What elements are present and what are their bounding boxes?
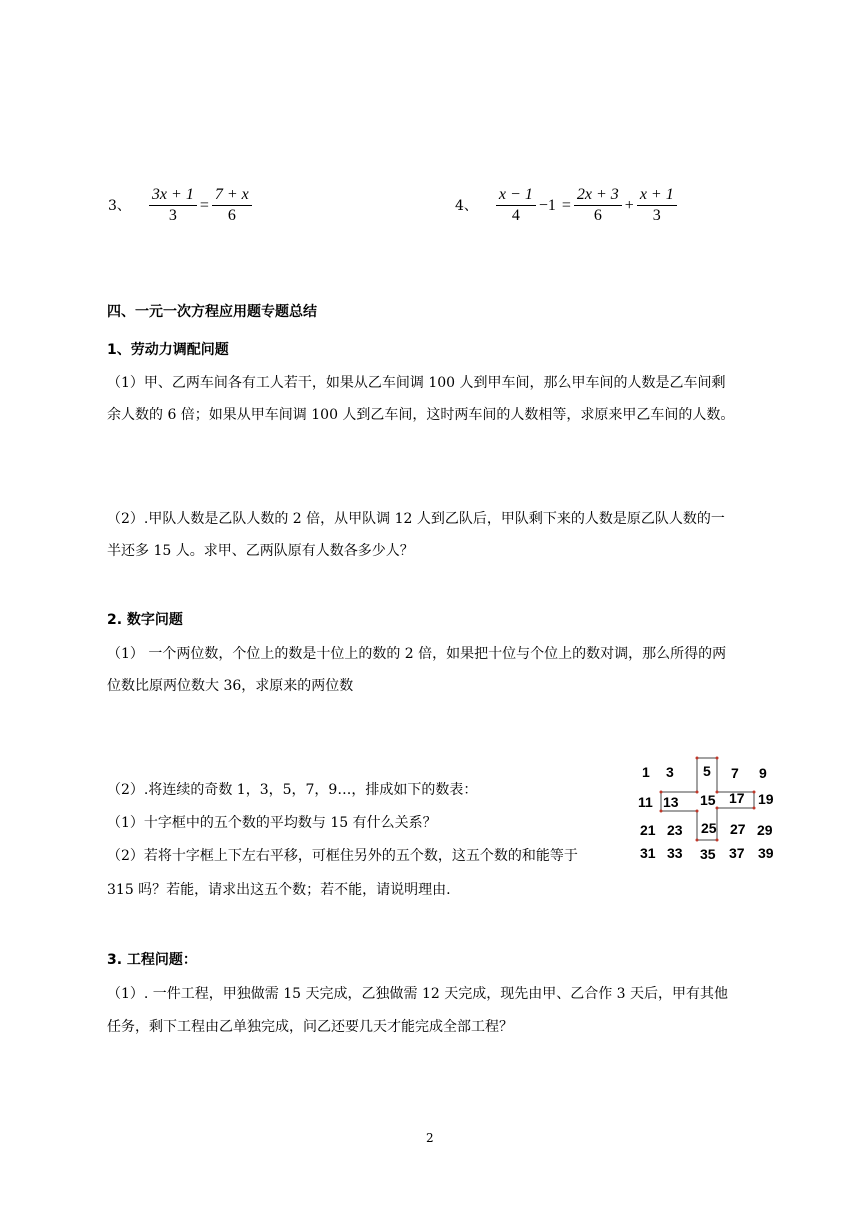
equation-4-fraction-c <box>637 186 677 225</box>
grid-cell: 9 <box>759 765 767 781</box>
work-q1-line2: 任务，剩下工程由乙单独完成，问乙还要几天才能完成全部工程？ <box>107 1019 513 1035</box>
fraction-numerator: 7 + x <box>214 186 249 203</box>
equation-3-rhs-fraction <box>212 186 252 225</box>
grid-cell: 7 <box>731 765 739 781</box>
labor-q1-line1: （1）甲、乙两车间各有工人若干，如果从乙车间调 100 人到甲车间，那么甲车间的人数是乙车间剩 <box>107 375 726 391</box>
section-4-title: 四、一元一次方程应用题专题总结 <box>107 304 317 320</box>
labor-q2-line2: 半还多 15 人。求甲、乙两队原有人数各多少人？ <box>107 543 414 559</box>
page-number: 2 <box>426 1131 434 1145</box>
grid-cell: 15 <box>700 792 716 808</box>
number-section-title: 2. 数字问题 <box>107 612 183 628</box>
grid-cell: 35 <box>700 846 716 862</box>
grid-cell: 39 <box>758 845 774 861</box>
grid-cell: 19 <box>758 791 774 807</box>
grid-cell: 3 <box>666 764 674 780</box>
grid-cell: 33 <box>667 845 683 861</box>
grid-cell: 13 <box>663 794 679 810</box>
equation-3 <box>108 186 252 225</box>
grid-cell: 27 <box>730 821 746 837</box>
fraction-denominator: 3 <box>652 207 661 224</box>
grid-cell: 29 <box>757 822 773 838</box>
fraction-numerator: 3x + 1 <box>151 186 194 203</box>
fraction-denominator: 4 <box>511 207 520 224</box>
fraction-denominator: 6 <box>227 207 236 224</box>
plus-sign: + <box>624 196 634 214</box>
labor-q2-line1: （2）.甲队人数是乙队人数的 2 倍，从甲队调 12 人到乙队后，甲队剩下来的人数是原乙队人数的一 <box>107 511 725 527</box>
fraction-denominator: 6 <box>593 207 602 224</box>
grid-cell: 1 <box>642 764 650 780</box>
grid-cell: 23 <box>667 822 683 838</box>
odd-number-grid <box>630 756 780 866</box>
equation-4-fraction-b <box>574 186 622 225</box>
grid-cell: 37 <box>729 845 745 861</box>
fraction-numerator: x + 1 <box>639 186 674 203</box>
equation-4 <box>455 186 677 225</box>
fraction-denominator: 3 <box>168 207 177 224</box>
work-q1-line1: （1）. 一件工程，甲独做需 15 天完成，乙独做需 12 天完成，现先由甲、乙合作 3 天后，甲有其他 <box>107 986 729 1002</box>
fraction-numerator: x − 1 <box>498 186 533 203</box>
grid-cell: 11 <box>638 794 653 810</box>
grid-cell: 31 <box>640 845 656 861</box>
fraction-numerator: 2x + 3 <box>576 186 619 203</box>
minus-one-term: −1 <box>538 196 556 214</box>
equals-sign: = <box>561 196 571 214</box>
number-q2-line1: （2）.将连续的奇数 1，3，5，7，9…，排成如下的数表： <box>107 782 478 798</box>
equation-3-label: 3、 <box>108 197 131 214</box>
equation-4-fraction-a <box>496 186 536 225</box>
labor-q1-line2: 余人数的 6 倍；如果从甲车间调 100 人到乙车间，这时两车间的人数相等，求原来甲乙车间的人数。 <box>107 407 735 423</box>
number-q1-line2: 位数比原两位数大 36，求原来的两位数 <box>107 678 354 694</box>
number-q2-line4: 315 吗？若能，请求出这五个数；若不能，请说明理由. <box>107 882 451 898</box>
grid-cell: 17 <box>729 790 745 806</box>
equation-4-label: 4、 <box>455 197 478 214</box>
equals-sign: = <box>199 196 209 214</box>
labor-section-title: 1、劳动力调配问题 <box>107 342 229 358</box>
number-q1-line1: （1） 一个两位数，个位上的数是十位上的数的 2 倍，如果把十位与个位上的数对调，那么所得的两 <box>107 646 727 662</box>
work-section-title: 3. 工程问题： <box>107 952 197 968</box>
number-q2-line2: （1）十字框中的五个数的平均数与 15 有什么关系？ <box>107 815 437 831</box>
number-q2-line3: （2）若将十字框上下左右平移，可框住另外的五个数，这五个数的和能等于 <box>107 848 578 864</box>
grid-cell: 5 <box>703 763 711 779</box>
grid-cell: 21 <box>640 822 656 838</box>
equation-3-lhs-fraction <box>149 186 197 225</box>
grid-cell: 25 <box>701 820 717 836</box>
